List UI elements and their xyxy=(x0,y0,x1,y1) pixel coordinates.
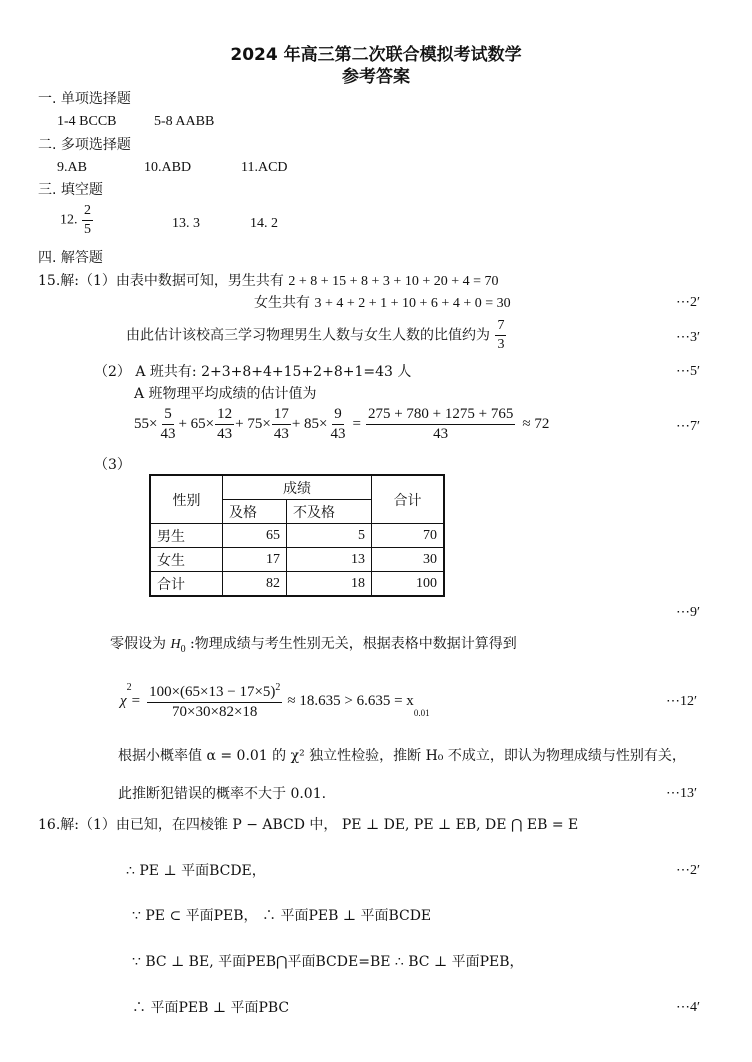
p15-frac3-den: 43 xyxy=(273,426,289,442)
contingency-table xyxy=(149,474,445,597)
p15-frac5 xyxy=(366,407,515,442)
p15-frac1-den: 43 xyxy=(160,426,176,442)
p15-h0-symbol: H xyxy=(170,637,181,652)
p15-frac1-num: 5 xyxy=(162,407,174,425)
answer-13: 13. 3 xyxy=(172,216,200,231)
p15-term2: + 65× xyxy=(178,416,215,432)
p15-frac5-num: 275 + 780 + 1275 + 765 xyxy=(366,407,515,425)
p15-ratio-numerator: 7 xyxy=(495,319,506,336)
p15-frac2-den: 43 xyxy=(217,426,233,442)
p15-score-12: ⋯12′ xyxy=(666,694,698,709)
p15-score-9: ⋯9′ xyxy=(676,605,701,620)
table-header-pass: 及格 xyxy=(223,500,287,524)
p15-ratio-fraction xyxy=(495,319,506,352)
p15-chi-symbol: χ xyxy=(120,693,127,709)
table-cell-total: 30 xyxy=(372,548,445,572)
p15-chi-numerator-text: 100×(65×13 − 17×5) xyxy=(149,684,276,700)
p15-line2 xyxy=(254,296,511,311)
page-title: 2024 年高三第二次联合模拟考试数学 xyxy=(230,45,522,65)
p15-term3: + 75× xyxy=(235,416,271,432)
p15-term1: 55× xyxy=(134,416,158,432)
p15-frac3-num: 17 xyxy=(272,407,291,425)
p15-chi-eq: = xyxy=(131,693,141,709)
p15-score-3: ⋯3′ xyxy=(676,330,701,345)
table-row-label: 男生 xyxy=(150,524,223,548)
p15-chi-denominator: 70×30×82×18 xyxy=(172,704,258,720)
answer-14: 14. 2 xyxy=(250,216,278,231)
table-cell-fail: 5 xyxy=(287,524,372,548)
p15-line3-text: 由此估计该校高三学习物理男生人数与女生人数的比值约为 xyxy=(126,327,490,344)
answer-10: 10.ABD xyxy=(144,160,192,175)
p15-chi-square-equation xyxy=(120,683,430,720)
table-row xyxy=(150,524,444,548)
p16-line3: ∵ PE ⊂ 平面PEB， ∴ 平面PEB ⊥ 平面BCDE xyxy=(132,908,432,924)
table-cell-pass: 82 xyxy=(223,572,287,597)
table-cell-fail: 18 xyxy=(287,572,372,597)
table-header-fail: 不及格 xyxy=(287,500,372,524)
p15-female-sum: 3 + 4 + 2 + 1 + 10 + 6 + 4 + 0 = 30 xyxy=(314,296,511,311)
p15-chi-numerator xyxy=(147,683,282,703)
p15-h0-prefix: 零假设为 xyxy=(110,636,166,652)
p15-conclusion-1: 根据小概率值 α = 0.01 的 χ² 独立性检验，推断 H₀ 不成立，即认为物理成绩与性别有关， xyxy=(118,748,686,764)
p15-line2-text: 女生共有 xyxy=(254,295,310,311)
table-cell-total: 70 xyxy=(372,524,445,548)
p15-frac4-den: 43 xyxy=(330,426,346,442)
answer-1-4: 1-4 BCCB xyxy=(57,114,117,129)
table-cell-pass: 17 xyxy=(223,548,287,572)
p15-frac1 xyxy=(158,407,177,442)
section-heading-fill-blank: 三. 填空题 xyxy=(38,182,103,198)
p15-score-2: ⋯2′ xyxy=(676,295,701,310)
p15-approx: ≈ 72 xyxy=(522,416,550,432)
p15-part2: （2） A 班共有: 2+3+8+4+15+2+8+1=43 人 xyxy=(94,364,412,380)
answer-12 xyxy=(60,204,94,237)
p15-h0-subscript: 0 xyxy=(180,643,186,655)
answer-12-numerator: 2 xyxy=(82,204,93,221)
p15-line1-text: 15.解:（1）由表中数据可知，男生共有 xyxy=(38,273,284,289)
page-subtitle: 参考答案 xyxy=(342,67,410,87)
table-header-grade: 成绩 xyxy=(223,475,372,500)
p15-frac3 xyxy=(272,407,291,442)
p15-line1 xyxy=(38,274,499,289)
p15-frac5-den: 43 xyxy=(433,426,449,442)
p16-line1: 16.解:（1）由已知，在四棱锥 P − ABCD 中， PE ⊥ DE, PE ⊥ EB, DE ⋂ EB = E xyxy=(38,817,579,833)
p15-line3 xyxy=(126,319,507,352)
p15-conclusion-2: 此推断犯错误的概率不大于 0.01. xyxy=(118,786,327,802)
section-heading-solutions: 四. 解答题 xyxy=(38,250,103,266)
table-row-label: 合计 xyxy=(150,572,223,597)
p15-chi-result: ≈ 18.635 > 6.635 = x xyxy=(287,693,414,709)
table-row xyxy=(150,548,444,572)
p16-line5: ∴ 平面PEB ⊥ 平面PBC xyxy=(132,1000,290,1016)
table-cell-pass: 65 xyxy=(223,524,287,548)
table-cell-total: 100 xyxy=(372,572,445,597)
p15-score-13: ⋯13′ xyxy=(666,786,698,801)
p15-score-7: ⋯7′ xyxy=(676,419,701,434)
p15-frac2 xyxy=(215,407,234,442)
table-header-total: 合计 xyxy=(372,475,445,524)
p15-part3: （3） xyxy=(94,457,131,473)
p15-average-equation xyxy=(134,407,549,442)
p15-chi-superscript: 2 xyxy=(126,682,132,693)
answer-5-8: 5-8 AABB xyxy=(154,114,215,129)
p15-frac4-num: 9 xyxy=(332,407,344,425)
p15-chi-numerator-sup: 2 xyxy=(275,682,281,693)
answer-9: 9.AB xyxy=(57,160,87,175)
p15-ratio-denominator: 3 xyxy=(497,337,505,352)
p16-score-4: ⋯4′ xyxy=(676,1000,701,1015)
answer-11: 11.ACD xyxy=(241,160,288,175)
p15-score-5: ⋯5′ xyxy=(676,364,701,379)
p16-score-2: ⋯2′ xyxy=(676,863,701,878)
p15-null-hypothesis xyxy=(110,637,517,655)
p15-frac4 xyxy=(328,407,347,442)
table-header-gender: 性别 xyxy=(150,475,223,524)
p15-chi-result-subscript: 0.01 xyxy=(413,708,430,718)
answer-12-denominator: 5 xyxy=(84,222,91,237)
table-cell-fail: 13 xyxy=(287,548,372,572)
p15-chi-fraction xyxy=(147,683,282,720)
p15-frac2-num: 12 xyxy=(215,407,234,425)
section-heading-multi-choice: 二. 多项选择题 xyxy=(38,137,131,153)
p15-male-sum: 2 + 8 + 15 + 8 + 3 + 10 + 20 + 4 = 70 xyxy=(288,274,499,289)
answer-12-fraction xyxy=(82,204,93,237)
p15-part2-b: A 班物理平均成绩的估计值为 xyxy=(134,386,317,402)
p16-line4: ∵ BC ⊥ BE, 平面PEB⋂平面BCDE=BE ∴ BC ⊥ 平面PEB， xyxy=(132,954,524,970)
table-row-label: 女生 xyxy=(150,548,223,572)
p16-line2: ∴ PE ⊥ 平面BCDE， xyxy=(126,863,266,879)
table-row xyxy=(150,572,444,597)
answer-12-label: 12. xyxy=(60,212,78,228)
p15-term4: + 85× xyxy=(291,416,328,432)
section-heading-single-choice: 一. 单项选择题 xyxy=(38,91,131,107)
p15-h0-suffix: :物理成绩与考生性别无关，根据表格中数据计算得到 xyxy=(190,636,517,652)
p15-equals: = xyxy=(352,416,361,432)
